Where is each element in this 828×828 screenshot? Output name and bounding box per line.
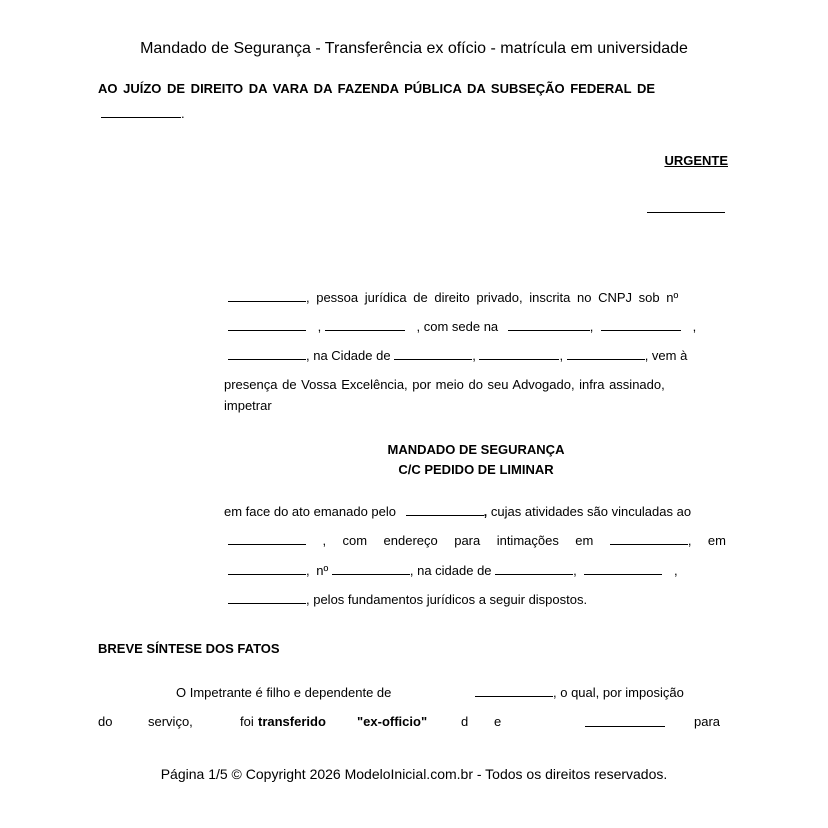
blank-field[interactable] <box>228 593 306 604</box>
addressee-line: AO JUÍZO DE DIREITO DA VARA DA FAZENDA PÚBLICA DA SUBSEÇÃO FEDERAL DE <box>98 81 656 96</box>
authority-line-2: , com endereço para intimações em , em <box>228 533 726 548</box>
blank-field[interactable] <box>495 564 573 575</box>
blank-field[interactable] <box>228 349 306 360</box>
section-title-facts: BREVE SÍNTESE DOS FATOS <box>98 641 280 656</box>
addressee-line-2: . <box>101 106 185 121</box>
urgent-label: URGENTE <box>664 153 728 168</box>
facts-paragraph-line-1: O Impetrante é filho e dependente de , o qual, por imposição <box>176 685 684 700</box>
qualification-line-5: impetrar <box>224 398 272 413</box>
date-blank-line[interactable] <box>647 200 725 218</box>
blank-field[interactable] <box>479 349 559 360</box>
blank-field[interactable] <box>508 320 590 331</box>
authority-line-1: em face do ato emanado pelo , cujas atividades são vinculadas ao <box>224 504 692 519</box>
action-title-line-2: C/C PEDIDO DE LIMINAR <box>398 462 554 477</box>
blank-field[interactable] <box>228 291 306 302</box>
blank-field[interactable] <box>228 320 306 331</box>
qualification-line-3: , na Cidade de , , , vem à <box>228 348 687 363</box>
authority-line-3: , nº , na cidade de , , <box>228 563 678 578</box>
qualification-line-1: , pessoa jurídica de direito privado, inscrita no CNPJ sob nº <box>228 290 678 305</box>
blank-field[interactable] <box>101 107 181 118</box>
blank-field[interactable] <box>228 534 306 545</box>
blank-field[interactable] <box>601 320 681 331</box>
authority-line-4: , pelos fundamentos jurídicos a seguir dispostos. <box>228 592 587 607</box>
blank-field[interactable] <box>475 686 553 697</box>
blank-field[interactable] <box>610 534 688 545</box>
blank-field[interactable] <box>332 564 410 575</box>
blank-field[interactable] <box>325 320 405 331</box>
blank-field[interactable] <box>585 716 665 727</box>
action-title-line-1: MANDADO DE SEGURANÇA <box>387 442 565 457</box>
blank-field[interactable] <box>228 564 306 575</box>
qualification-line-4: presença de Vossa Excelência, por meio do seu Advogado, infra assinado, <box>224 377 665 392</box>
blank-field[interactable] <box>567 349 645 360</box>
action-title <box>224 440 728 480</box>
qualification-line-2: , , com sede na , , <box>228 319 728 334</box>
blank-field[interactable] <box>584 564 662 575</box>
blank-field[interactable] <box>406 505 484 516</box>
page-footer: Página 1/5 © Copyright 2026 ModeloInicial.com.br - Todos os direitos reservados. <box>160 766 668 782</box>
page-header-title: Mandado de Segurança - Transferência ex ofício - matrícula em universidade <box>140 40 688 57</box>
blank-field[interactable] <box>394 349 472 360</box>
